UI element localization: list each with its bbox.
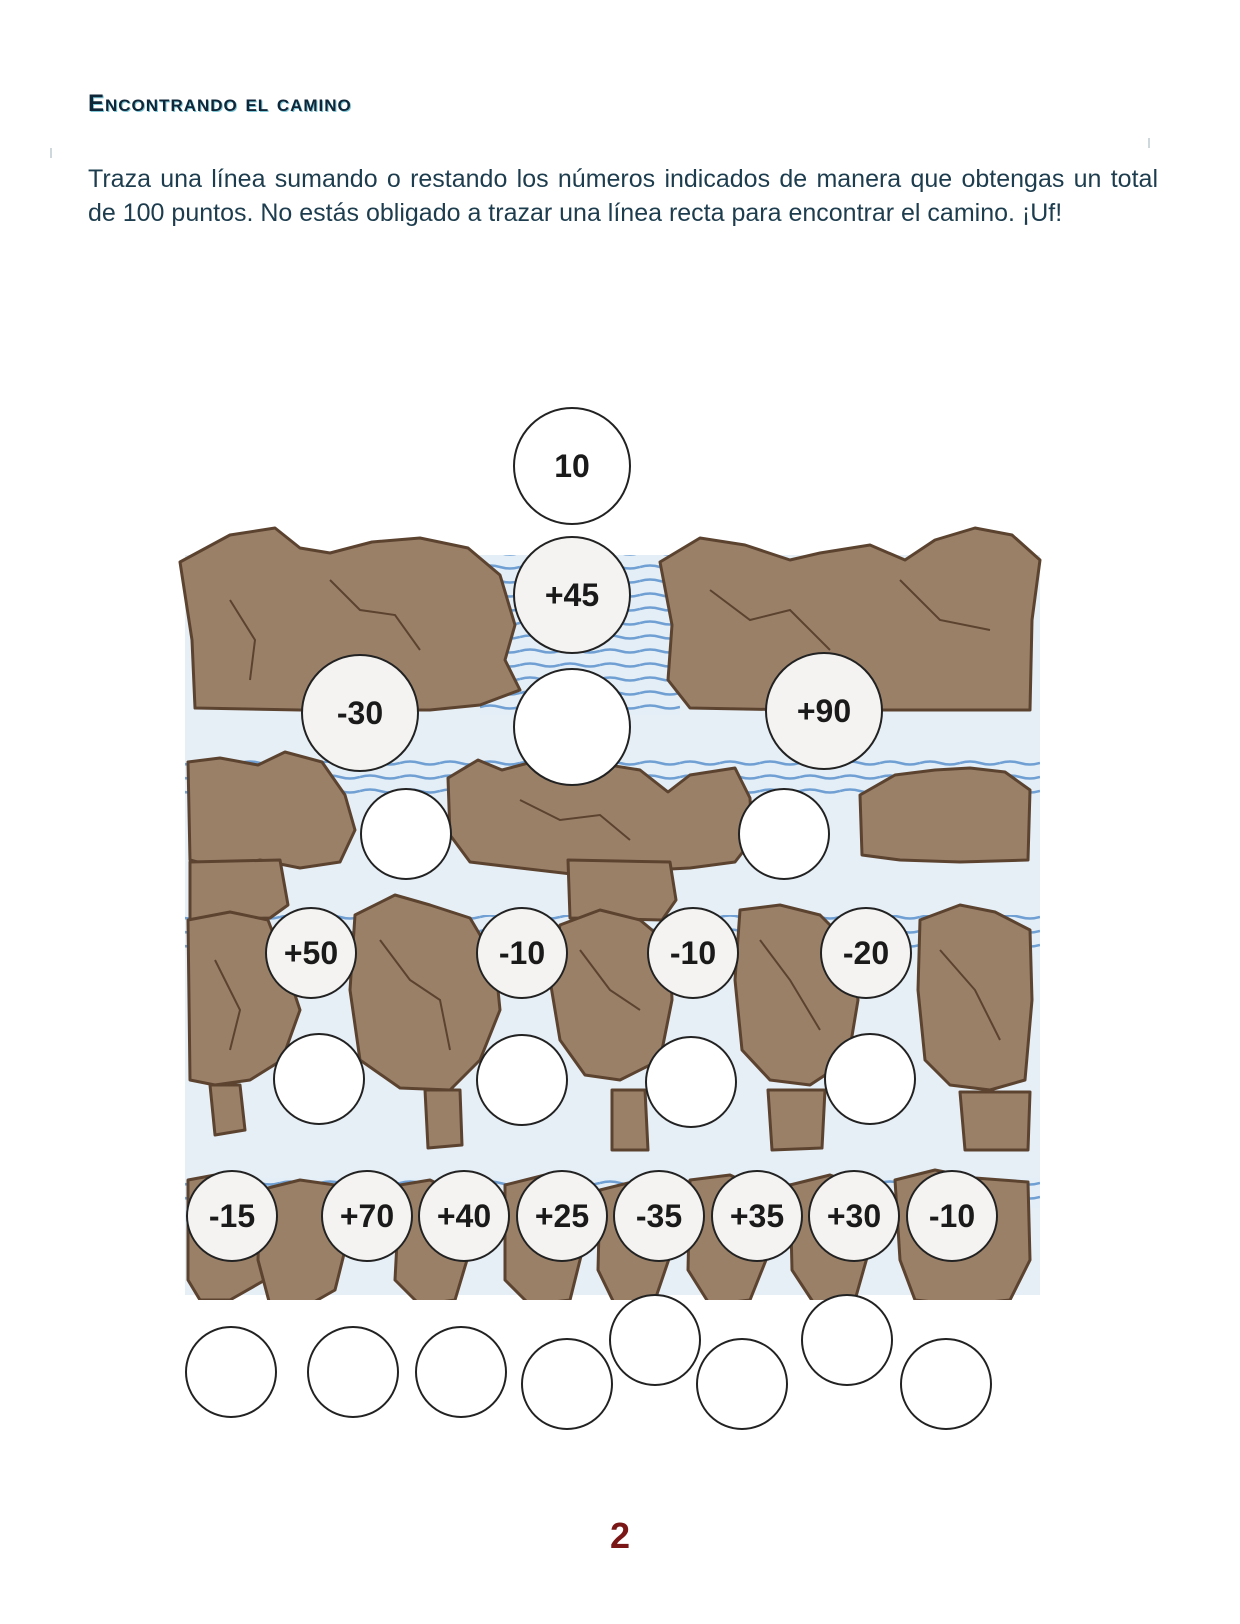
- empty-circle[interactable]: [361, 789, 451, 879]
- step-value: +70: [339, 1198, 395, 1234]
- step-value: -35: [635, 1198, 683, 1234]
- rock-column: [918, 905, 1032, 1090]
- empty-circle[interactable]: [697, 1339, 787, 1429]
- empty-circle[interactable]: [610, 1295, 700, 1385]
- step-value: +45: [544, 577, 600, 613]
- empty-circle[interactable]: [416, 1327, 506, 1417]
- empty-circle[interactable]: [901, 1339, 991, 1429]
- rock-pillar: [210, 1085, 245, 1135]
- step-value: +25: [534, 1198, 590, 1234]
- step-value: +30: [826, 1198, 882, 1234]
- rock-pillar: [960, 1092, 1030, 1150]
- step-value: +40: [436, 1198, 492, 1234]
- instructions-text: Traza una línea sumando o restando los números indicados de manera que obtengas un total de 100 puntos. No estás obligado a trazar una línea recta para encontrar el camino. ¡Uf!: [88, 165, 1158, 227]
- empty-circle[interactable]: [308, 1327, 398, 1417]
- page-title: Encontrando el camino: [88, 90, 352, 117]
- ground-strip: [188, 1300, 1028, 1350]
- rock-pillar: [568, 860, 676, 920]
- step-value: +90: [796, 693, 852, 729]
- rock-pillar: [190, 860, 288, 920]
- step-value: -10: [928, 1198, 976, 1234]
- step-value: -10: [669, 935, 717, 971]
- step-value: -20: [842, 935, 890, 971]
- empty-circle[interactable]: [522, 1339, 612, 1429]
- empty-circle[interactable]: [186, 1327, 276, 1417]
- empty-circle[interactable]: [646, 1037, 736, 1127]
- step-value: -10: [498, 935, 546, 971]
- rock-pillar: [612, 1090, 648, 1150]
- page-number: 2: [609, 1515, 631, 1556]
- empty-circle[interactable]: [477, 1035, 567, 1125]
- empty-circle[interactable]: [825, 1034, 915, 1124]
- step-value: +35: [729, 1198, 785, 1234]
- step-value: +50: [283, 935, 339, 971]
- start-value: 10: [554, 448, 590, 484]
- rock-pillar: [425, 1090, 462, 1148]
- empty-circle[interactable]: [274, 1034, 364, 1124]
- empty-circle[interactable]: [739, 789, 829, 879]
- empty-circle[interactable]: [802, 1295, 892, 1385]
- rock-ledge: [860, 768, 1030, 862]
- rock-pillar: [768, 1090, 825, 1150]
- step-value: -15: [208, 1198, 256, 1234]
- step-value: -30: [336, 695, 384, 731]
- empty-circle[interactable]: [514, 669, 630, 785]
